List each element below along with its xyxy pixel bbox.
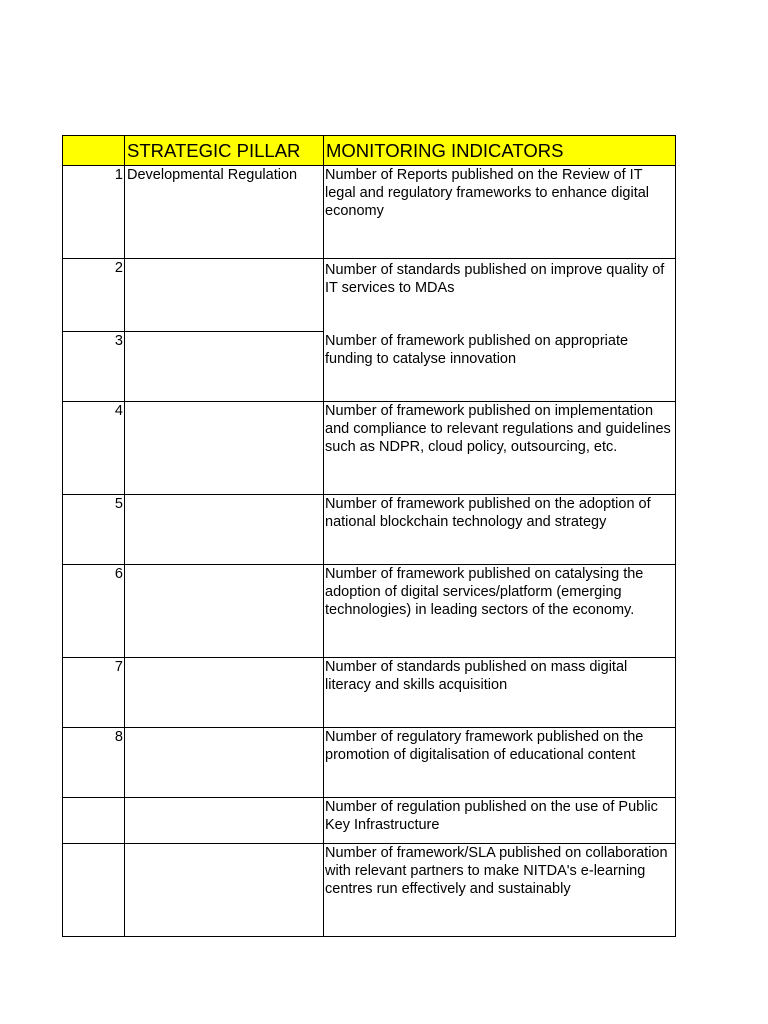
- table-row: [63, 658, 676, 728]
- indicator-cell: Number of standards published on mass digital literacy and skills acquisition: [324, 658, 676, 728]
- pillar-cell: [125, 728, 324, 798]
- row-number: 4: [63, 402, 125, 495]
- pillar-cell: [125, 332, 324, 402]
- row-number: 3: [63, 332, 125, 402]
- row-number: 1: [63, 166, 125, 259]
- row-number: 8: [63, 728, 125, 798]
- indicator-cell: Number of framework published on the adoption of national blockchain technology and strategy: [324, 495, 676, 565]
- row-number: 2: [63, 259, 125, 332]
- indicator-cell: Number of standards published on improve quality of IT services to MDAs: [324, 259, 676, 332]
- header-monitoring-indicators: MONITORING INDICATORS: [324, 136, 676, 166]
- header-strategic-pillar: STRATEGIC PILLAR: [125, 136, 324, 166]
- pillar-cell: Developmental Regulation: [125, 166, 324, 259]
- pillar-cell: [125, 402, 324, 495]
- indicators-table: [62, 135, 676, 937]
- pillar-cell: [125, 259, 324, 332]
- header-number: [63, 136, 125, 166]
- row-number: 5: [63, 495, 125, 565]
- indicator-cell: Number of Reports published on the Review of IT legal and regulatory frameworks to enhance digital economy: [324, 166, 676, 259]
- table-row: [63, 332, 676, 402]
- pillar-cell: [125, 495, 324, 565]
- pillar-cell: [125, 658, 324, 728]
- header-row: [63, 136, 676, 166]
- indicator-cell: Number of framework/SLA published on collaboration with relevant partners to make NITDA's e-learning centres run effectively and sustainably: [324, 844, 676, 937]
- indicator-cell: Number of regulation published on the use of Public Key Infrastructure: [324, 798, 676, 844]
- table-row: [63, 565, 676, 658]
- table-row: [63, 259, 676, 332]
- indicator-cell: Number of framework published on appropriate funding to catalyse innovation: [324, 332, 676, 402]
- row-number: 6: [63, 565, 125, 658]
- table-row: [63, 728, 676, 798]
- indicator-cell: Number of framework published on implementation and compliance to relevant regulations and guidelines such as NDPR, cloud policy, outsourcing, etc.: [324, 402, 676, 495]
- row-number: [63, 844, 125, 937]
- pillar-cell: [125, 844, 324, 937]
- indicator-cell: Number of framework published on catalysing the adoption of digital services/platform (emerging technologies) in leading sectors of the economy.: [324, 565, 676, 658]
- pillar-cell: [125, 798, 324, 844]
- indicator-cell: Number of regulatory framework published on the promotion of digitalisation of educational content: [324, 728, 676, 798]
- table-row: [63, 166, 676, 259]
- table-row: [63, 495, 676, 565]
- row-number: 7: [63, 658, 125, 728]
- table-row: [63, 798, 676, 844]
- table-row: [63, 844, 676, 937]
- row-number: [63, 798, 125, 844]
- pillar-cell: [125, 565, 324, 658]
- table-row: [63, 402, 676, 495]
